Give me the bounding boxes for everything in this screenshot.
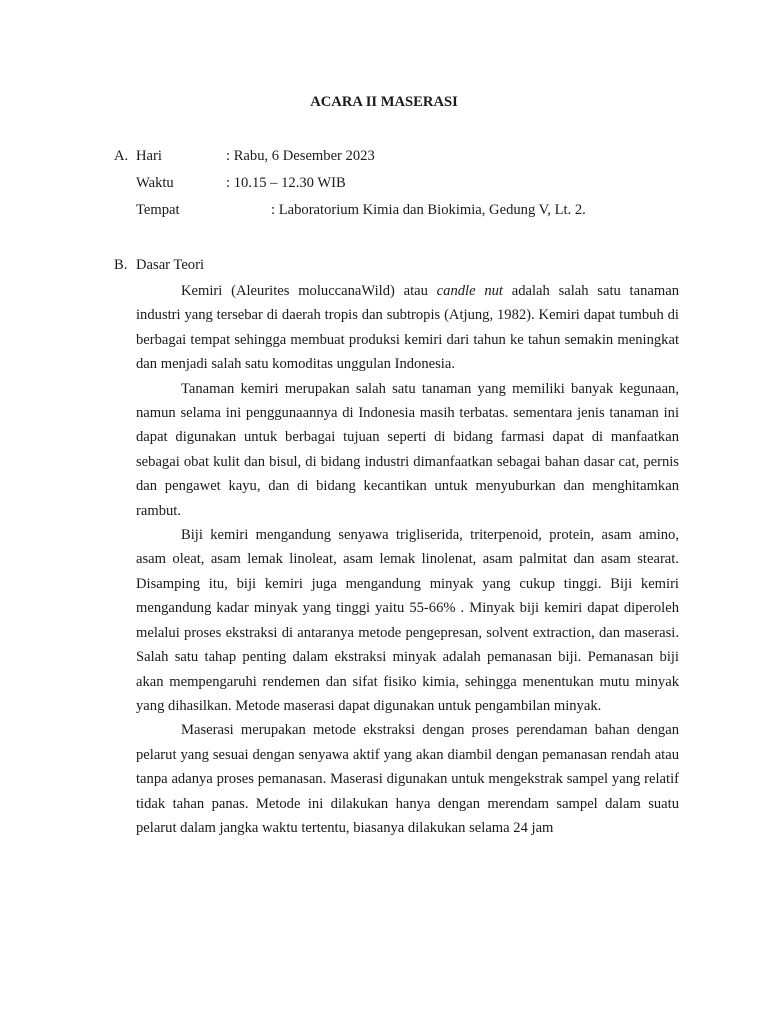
paragraph-kemiri xyxy=(136,279,679,377)
tempat-value: : Laboratorium Kimia dan Biokimia, Gedung V, Lt. 2. xyxy=(271,202,586,218)
p1-italic-term: candle nut xyxy=(436,283,503,299)
p1-text-a: Kemiri (Aleurites moluccanaWild) atau xyxy=(181,283,437,299)
paragraph-maserasi: Maserasi merupakan metode ekstraksi dengan proses perendaman bahan dengan pelarut yang sesuai dengan senyawa aktif yang akan diambil dengan pemanasan rendah atau tanpa adanya proses pemanasan. Maserasi digunakan untuk mengekstrak sampel yang relatif tidak tahan panas. Metode ini dilakukan hanya dengan merendam sampel dalam suatu pelarut dalam jangka waktu tertentu, biasanya dilakukan selama 24 jam xyxy=(136,722,679,836)
waktu-label: Waktu xyxy=(136,175,174,191)
dasar-teori-body xyxy=(136,279,679,840)
p1-text-c: adalah salah satu tanaman industri yang tersebar di daerah tropis dan subtropis (Atjung, 1982). Kemiri dapat tumbuh di berbagai tempat sehingga membuat produksi kemiri dari tahun ke tahun semakin meningkat dan menjadi salah satu komoditas unggulan Indonesia. xyxy=(136,283,679,373)
paragraph-kandungan: Biji kemiri mengandung senyawa trigliserida, triterpenoid, protein, asam amino, asam oleat, asam lemak linoleat, asam lemak linolenat, asam palmitat dan asam stearat. Disamping itu, biji kemiri juga mengandung minyak yang cukup tinggi. Biji kemiri mengandung kadar minyak yang tinggi yaitu 55-66% . Minyak biji kemiri dapat diperoleh melalui proses ekstraksi di antaranya metode pengepresan, solvent extraction, dan maserasi. Salah satu tahap penting dalam ekstraksi minyak adalah pemanasan biji. Pemanasan biji akan mempengaruhi rendemen dan sifat fisiko kimia, sehingga menentukan mutu minyak yang dihasilkan. Metode maserasi dapat digunakan untuk pengambilan minyak. xyxy=(136,527,679,714)
waktu-value: : 10.15 – 12.30 WIB xyxy=(226,175,346,191)
section-a-marker: A. xyxy=(114,148,129,164)
paragraph-kegunaan: Tanaman kemiri merupakan salah satu tanaman yang memiliki banyak kegunaan, namun selama ini penggunaannya di Indonesia masih terbatas. sementara jenis tanaman ini dapat digunakan untuk berbagai tujuan seperti di bidang farmasi dapat di manfaatkan sebagai obat kulit dan bisul, di bidang industri dimanfaatkan sebagai bahan dasar cat, pernis dan pengawet kayu, dan di bidang kecantikan untuk menyuburkan dan menghitamkan rambut. xyxy=(136,380,679,519)
hari-value: : Rabu, 6 Desember 2023 xyxy=(226,148,375,164)
page-title: ACARA II MASERASI xyxy=(310,94,458,110)
section-b-marker: B. xyxy=(114,257,128,273)
hari-label: Hari xyxy=(136,148,162,164)
section-b-heading: Dasar Teori xyxy=(136,257,205,273)
tempat-label: Tempat xyxy=(136,202,180,218)
